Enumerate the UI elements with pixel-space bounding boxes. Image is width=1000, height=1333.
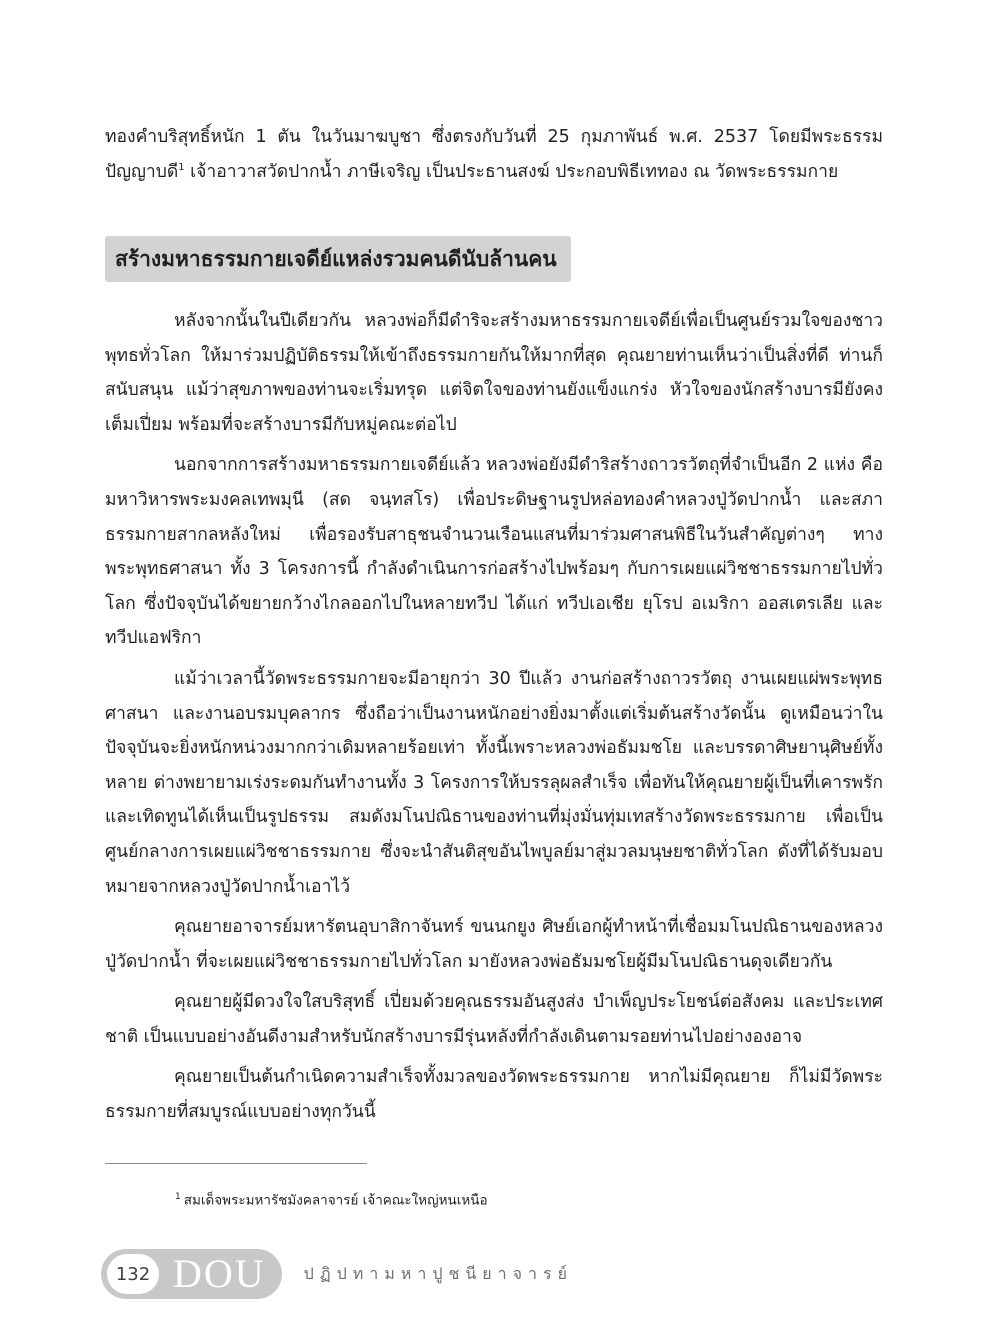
footer-badge: [101, 1249, 282, 1299]
body-paragraph: คุณยายผู้มีดวงใจใสบริสุทธิ์ เปี่ยมด้วยคุณธรรมอันสูงส่ง บำเพ็ญประโยชน์ต่อสังคม และประเทศชาติ เป็นแบบอย่างอันดีงามสำหรับนักสร้างบารมีรุ่นหลังที่กำลังเดินตามรอยท่านไปอย่างองอาจ: [105, 992, 883, 1047]
footnote-reference: 1: [178, 161, 185, 173]
dou-logo: DOU: [173, 1251, 266, 1296]
section-heading-box: [105, 236, 571, 282]
footnote-text: สมเด็จพระมหารัชมังคลาจารย์ เจ้าคณะใหญ่หนเหนือ: [183, 1192, 488, 1209]
section-body: [105, 304, 883, 1136]
series-title: ปฏิปทามหาปูชนียาจารย์: [303, 1263, 573, 1283]
intro-paragraph-text: ทองคำบริสุทธิ์หนัก 1 ตัน ในวันมาฆบูชา ซึ่งตรงกับวันที่ 25 กุมภาพันธ์ พ.ศ. 2537 โดยมีพระธรรมปัญญาบดี: [105, 127, 883, 182]
body-paragraph: หลังจากนั้นในปีเดียวกัน หลวงพ่อก็มีดำริจะสร้างมหาธรรมกายเจดีย์เพื่อเป็นศูนย์รวมใจของชาวพุทธทั่วโลก ให้มาร่วมปฏิบัติธรรมให้เข้าถึงธรรมกายกันให้มากที่สุด คุณยายท่านเห็นว่าเป็นสิ่งที่ดี ท่านก็สนับสนุน แม้ว่าสุขภาพของท่านจะเริ่มทรุด แต่จิตใจของท่านยังแข็งแกร่ง หัวใจของนักสร้างบารมียังคงเต็มเปี่ยม พร้อมที่จะสร้างบารมีกับหมู่คณะต่อไป: [105, 311, 883, 435]
page-footer: [101, 1248, 573, 1300]
intro-paragraph-text-continued: เจ้าอาวาสวัดปากน้ำ ภาษีเจริญ เป็นประธานสงฆ์ ประกอบพิธีเททอง ณ วัดพระธรรมกาย: [184, 161, 839, 182]
body-paragraph: คุณยายอาจารย์มหารัตนอุบาสิกาจันทร์ ขนนกยูง ศิษย์เอกผู้ทำหน้าที่เชื่อมมโนปณิธานของหลวงปู่วัดปากน้ำ ที่จะเผยแผ่วิชชาธรรมกายไปทั่วโลก มายังหลวงพ่อธัมมชโยผู้มีมโนปณิธานดุจเดียวกัน: [105, 917, 883, 972]
footnote-marker: 1: [175, 1192, 181, 1202]
body-paragraph: นอกจากการสร้างมหาธรรมกายเจดีย์แล้ว หลวงพ่อยังมีดำริสร้างถาวรวัตถุที่จำเป็นอีก 2 แห่ง คือ มหาวิหารพระมงคลเทพมุนี (สด จนฺทสโร) เพื่อประดิษฐานรูปหล่อทองคำหลวงปู่วัดปากน้ำ และสภาธรรมกายสากลหลังใหม่ เพื่อรองรับสาธุชนจำนวนเรือนแสนที่มาร่วมศาสนพิธีในวันสำคัญต่างๆ ทางพระพุทธศาสนา ทั้ง 3 โครงการนี้ กำลังดำเนินการก่อสร้างไปพร้อมๆ กับการเผยแผ่วิชชาธรรมกายไปทั่วโลก ซึ่งปัจจุบันได้ขยายกว้างไกลออกไปในหลายทวีป ได้แก่ ทวีปเอเชีย ยุโรป อเมริกา ออสเตรเลีย และทวีปแอฟริกา: [105, 455, 883, 649]
intro-text: [105, 120, 883, 195]
footnote-divider: [105, 1163, 367, 1164]
body-paragraph: แม้ว่าเวลานี้วัดพระธรรมกายจะมีอายุกว่า 30 ปีแล้ว งานก่อสร้างถาวรวัตถุ งานเผยแผ่พระพุทธศาสนา และงานอบรมบุคลากร ซึ่งถือว่าเป็นงานหนักอย่างยิ่งมาตั้งแต่เริ่มต้นสร้างวัดนั้น ดูเหมือนว่าในปัจจุบันจะยิ่งหนักหน่วงมากกว่าเดิมหลายร้อยเท่า ทั้งนี้เพราะหลวงพ่อธัมมชโย และบรรดาศิษยานุศิษย์ทั้งหลาย ต่างพยายามเร่งระดมกันทำงานทั้ง 3 โครงการให้บรรลุผลสำเร็จ เพื่อทันให้คุณยายผู้เป็นที่เคารพรักและเทิดทูนได้เห็นเป็นรูปธรรม สมดังมโนปณิธานของท่านที่มุ่งมั่นทุ่มเทสร้างวัดพระธรรมกาย เพื่อเป็นศูนย์กลางการเผยแผ่วิชชาธรรมกาย ซึ่งจะนำสันติสุขอันไพบูลย์มาสู่มวลมนุษยชาติทั่วโลก ดังที่ได้รับมอบหมายจากหลวงปู่วัดปากน้ำเอาไว้: [105, 668, 883, 897]
intro-paragraph: [105, 120, 883, 189]
page-number: 132: [107, 1254, 159, 1294]
body-paragraph: คุณยายเป็นต้นกำเนิดความสำเร็จทั้งมวลของวัดพระธรรมกาย หากไม่มีคุณยาย ก็ไม่มีวัดพระธรรมกายที่สมบูรณ์แบบอย่างทุกวันนี้: [105, 1067, 883, 1123]
footnote: [175, 1187, 488, 1211]
section-heading: สร้างมหาธรรมกายเจดีย์แหล่งรวมคนดีนับล้านคน: [115, 246, 557, 271]
